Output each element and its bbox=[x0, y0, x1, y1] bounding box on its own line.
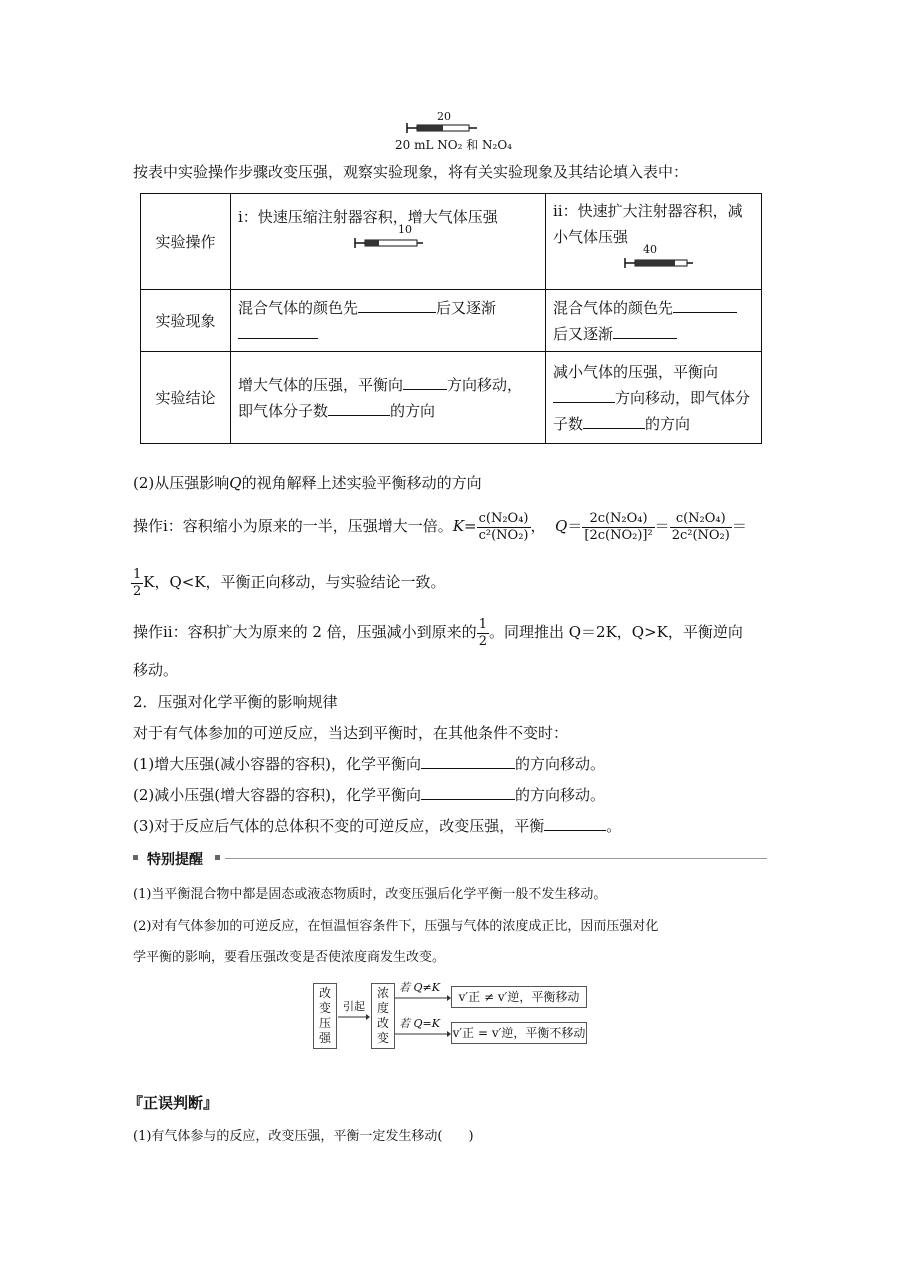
q-symbol: Q bbox=[555, 517, 568, 535]
flow-box2-char: 变 bbox=[376, 1031, 389, 1045]
row-header-conclusion: 实验结论 bbox=[141, 352, 231, 444]
section2-title-b: 的视角解释上述实验平衡移动的方向 bbox=[241, 474, 482, 492]
phenomenon-compress-text-b: 后又逐渐 bbox=[436, 298, 497, 317]
half-fraction-2 bbox=[477, 617, 489, 650]
q2-numerator: c(N₂O₄) bbox=[670, 511, 732, 528]
conclusion-compress-text-d: 的方向 bbox=[390, 401, 436, 420]
k-denominator: c²(NO₂) bbox=[478, 527, 529, 543]
answer-blank[interactable] bbox=[583, 414, 645, 429]
answer-blank[interactable] bbox=[673, 298, 737, 313]
conclusion-compress-cell bbox=[231, 352, 546, 444]
conclusion-expand-text-b: 方向移动，即气体分 bbox=[615, 388, 751, 407]
arrow-right-icon bbox=[395, 994, 451, 1002]
half-denominator: 2 bbox=[133, 583, 142, 599]
syringe-icon bbox=[623, 256, 703, 270]
pressure-flow-diagram bbox=[313, 980, 593, 1050]
phenomenon-expand-cell bbox=[546, 290, 762, 352]
row-header-phenomenon: 实验现象 bbox=[141, 290, 231, 352]
special-tip-title: 特别提醒 bbox=[147, 852, 203, 868]
divider bbox=[225, 858, 767, 859]
flow-box-concentration-change bbox=[371, 983, 395, 1049]
operation-compress-text: ⅰ：快速压缩注射器容积，增大气体压强 bbox=[238, 208, 498, 226]
tip-paragraph-1: (1)当平衡混合物中都是固态或液态物质时，改变压强后化学平衡一般不发生移动。 bbox=[133, 887, 607, 902]
special-tip-header bbox=[133, 850, 767, 866]
top-syringe-figure bbox=[395, 110, 512, 152]
law-item-1-text-a: (1)增大压强(减小容器的容积)，化学平衡向 bbox=[133, 755, 421, 773]
k-fraction bbox=[477, 511, 531, 544]
conclusion-expand-text-a: 减小气体的压强，平衡向 bbox=[553, 362, 719, 381]
q-denominator: [2c(NO₂)]² bbox=[584, 527, 653, 543]
phenomenon-compress-text-a: 混合气体的颜色先 bbox=[238, 298, 359, 317]
top-syringe-scale: 20 bbox=[437, 110, 451, 123]
answer-blank[interactable] bbox=[421, 754, 515, 769]
operation2-line bbox=[133, 612, 743, 652]
half-fraction bbox=[131, 567, 143, 600]
arrow-right-icon bbox=[395, 1030, 451, 1038]
expand-syringe-scale: 40 bbox=[643, 243, 657, 256]
operation-expand-text: ⅱ：快速扩大注射器容积，减小气体压强 bbox=[553, 202, 743, 246]
law-intro: 对于有气体参加的可逆反应，当达到平衡时，在其他条件不变时： bbox=[133, 724, 569, 742]
law-item-2-text-b: 的方向移动。 bbox=[514, 786, 605, 804]
law-title: 2．压强对化学平衡的影响规律 bbox=[133, 693, 338, 711]
intro-text: 按表中实验操作步骤改变压强，观察实验现象，将有关实验现象及其结论填入表中： bbox=[133, 163, 689, 181]
phenomenon-expand-text-b: 后又逐渐 bbox=[553, 324, 614, 343]
square-bullet-icon bbox=[215, 855, 220, 860]
answer-blank[interactable] bbox=[544, 816, 606, 831]
flow-box1-char: 压 bbox=[318, 1016, 331, 1030]
compress-syringe bbox=[353, 223, 538, 256]
flow-result-shift: v′正 ≠ v′逆，平衡移动 bbox=[451, 986, 587, 1008]
section2-title-a: (2)从压强影响 bbox=[133, 474, 230, 492]
syringe-icon bbox=[405, 121, 485, 135]
k-numerator: c(N₂O₄) bbox=[478, 510, 529, 526]
judge-item-1: (1)有气体参与的反应，改变压强，平衡一定发生移动( ) bbox=[133, 1129, 474, 1144]
answer-blank[interactable] bbox=[238, 324, 318, 339]
half-numerator: 1 bbox=[133, 566, 142, 582]
tip-paragraph-2a: (2)对有气体参加的可逆反应，在恒温恒容条件下，压强与气体的浓度成正比，因而压强对化 bbox=[133, 919, 659, 934]
section2-title bbox=[133, 473, 482, 493]
k-symbol: K bbox=[452, 517, 465, 535]
law-item-3-text-b: 。 bbox=[606, 817, 622, 835]
square-bullet-icon bbox=[133, 855, 138, 860]
flow-box1-char: 改 bbox=[318, 986, 331, 1000]
half-numerator-2: 1 bbox=[478, 616, 487, 632]
law-item-2 bbox=[133, 785, 605, 805]
half-denominator-2: 2 bbox=[478, 633, 487, 649]
answer-blank[interactable] bbox=[553, 388, 615, 403]
q-fraction-simplified bbox=[670, 511, 732, 544]
flow-condition-1: 若 Q≠K bbox=[399, 981, 440, 994]
law-item-3 bbox=[133, 816, 621, 836]
phenomenon-expand-text-a: 混合气体的颜色先 bbox=[553, 298, 674, 317]
operation1-text: 操作ⅰ：容积缩小为原来的一半，压强增大一倍。 bbox=[133, 517, 453, 535]
judge-title: 『正误判断』 bbox=[128, 1094, 219, 1112]
experiment-table bbox=[140, 193, 762, 444]
table-row bbox=[141, 290, 762, 352]
q-numerator: 2c(N₂O₄) bbox=[582, 511, 654, 528]
operation2-text-b: 。同理推出 Q＝2K，Q>K，平衡逆向 bbox=[488, 623, 743, 641]
operation1-equation: 操作ⅰ：容积缩小为原来的一半，压强增大一倍。K= $\frac{\text{c(N₂O₄)}}{\text{c²(NO₂)}}$ ， Q＝ $\frac{\text{2c(N₂O₄)}}{\text{[2c(NO₂)]²}}$ ＝ $\frac{\text{c(N₂O₄)}}{\text{2c²(NO₂)}}$ ＝ bbox=[133, 510, 747, 543]
law-item-2-text-a: (2)减小压强(增大容器的容积)，化学平衡向 bbox=[133, 786, 421, 804]
flow-condition-2: 若 Q=K bbox=[399, 1017, 440, 1030]
law-item-3-text-a: (3)对于反应后气体的总体积不变的可逆反应，改变压强，平衡 bbox=[133, 817, 545, 835]
conclusion-compress-text-b: 方向移动， bbox=[447, 375, 523, 394]
answer-blank[interactable] bbox=[358, 298, 436, 313]
operation-compress-cell bbox=[231, 194, 546, 290]
flow-result-no-shift: v′正 = v′逆，平衡不移动 bbox=[451, 1022, 587, 1044]
table-row bbox=[141, 352, 762, 444]
operation2-text: 操作ⅱ：容积扩大为原来的 2 倍，压强减小到原来的 bbox=[133, 623, 477, 641]
phenomenon-compress-cell bbox=[231, 290, 546, 352]
conclusion-expand-cell bbox=[546, 352, 762, 444]
operation1-conclusion bbox=[131, 562, 446, 602]
law-item-1-text-b: 的方向移动。 bbox=[514, 755, 605, 773]
conclusion-compress-text-c: 即气体分子数 bbox=[238, 401, 329, 420]
answer-blank[interactable] bbox=[403, 375, 447, 390]
answer-blank[interactable] bbox=[328, 401, 390, 416]
answer-blank[interactable] bbox=[613, 324, 677, 339]
table-row bbox=[141, 194, 762, 290]
q-fraction bbox=[582, 511, 654, 544]
q2-denominator: 2c²(NO₂) bbox=[671, 527, 730, 543]
law-item-1 bbox=[133, 754, 605, 774]
tip-paragraph-2b: 学平衡的影响，要看压强改变是否使浓度商发生改变。 bbox=[133, 950, 446, 965]
compress-syringe-scale: 10 bbox=[398, 223, 412, 236]
section2-title-q: Q bbox=[229, 474, 242, 492]
answer-blank[interactable] bbox=[421, 785, 515, 800]
flow-box-change-pressure bbox=[313, 983, 337, 1049]
conclusion-compress-text-a: 增大气体的压强，平衡向 bbox=[238, 375, 404, 394]
operation2-continued: 移动。 bbox=[133, 661, 179, 679]
operation1-conclusion-text: K，Q<K，平衡正向移动，与实验结论一致。 bbox=[143, 573, 446, 591]
conclusion-expand-text-c: 子数 bbox=[553, 414, 584, 433]
row-header-operation: 实验操作 bbox=[141, 194, 231, 290]
flow-box1-char: 变 bbox=[318, 1001, 331, 1015]
flow-box2-char: 改 bbox=[376, 1016, 389, 1030]
flow-box1-char: 强 bbox=[318, 1031, 331, 1045]
syringe-icon bbox=[353, 236, 433, 250]
flow-box2-char: 度 bbox=[376, 1001, 389, 1015]
arrow-right-icon bbox=[338, 1013, 370, 1021]
expand-syringe bbox=[623, 243, 754, 270]
flow-box2-char: 浓 bbox=[376, 986, 389, 1000]
flow-arrow-label: 引起 bbox=[343, 1000, 365, 1013]
conclusion-expand-text-d: 的方向 bbox=[645, 414, 691, 433]
top-syringe-caption: 20 mL NO₂ 和 N₂O₄ bbox=[395, 138, 512, 152]
operation-expand-cell bbox=[546, 194, 762, 290]
